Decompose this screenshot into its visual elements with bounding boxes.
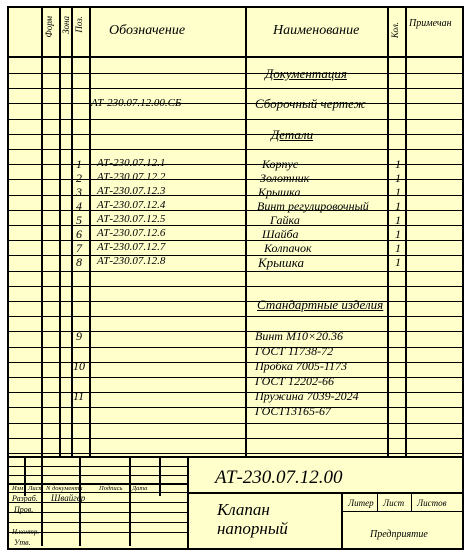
tb-developed: Разраб.	[12, 494, 38, 503]
tb-col	[341, 492, 343, 548]
header-note: Примечан	[409, 18, 452, 29]
part-pos: 5	[76, 213, 82, 227]
part-pos: 7	[76, 241, 82, 255]
header-pos: Поз.	[74, 16, 84, 33]
header-qty: Кол.	[390, 22, 400, 39]
section-parts: Детали	[271, 127, 314, 142]
part-designation: АТ-230.07.12.6	[97, 227, 166, 239]
row-line	[9, 377, 462, 378]
part-qty: 1	[395, 255, 401, 269]
tb-col	[159, 456, 161, 496]
title-block-border	[9, 456, 462, 458]
part-designation: АТ-230.07.12.2	[97, 171, 166, 183]
part-name: Корпус	[262, 157, 299, 171]
row-line	[9, 286, 462, 287]
tb-col	[41, 456, 43, 546]
row-line	[9, 438, 462, 439]
col-line	[89, 8, 91, 456]
header-border	[9, 56, 462, 58]
title-code: АТ-230.07.12.00	[215, 467, 343, 488]
part-pos: 1	[76, 157, 82, 171]
title-line2: напорный	[217, 519, 288, 538]
tb-col	[24, 456, 26, 496]
row-line	[9, 271, 462, 272]
row-line	[9, 407, 462, 408]
part-qty: 1	[395, 185, 401, 199]
standard-pos: 10	[73, 359, 85, 373]
part-qty: 1	[395, 171, 401, 185]
standard-line: Пружина 7039-2024	[255, 389, 359, 403]
part-name: Шайба	[262, 227, 299, 241]
doc-name: Сборочный чертеж	[255, 96, 366, 111]
row-line	[9, 423, 462, 424]
tb-sheet: Лист	[383, 498, 405, 508]
section-documentation: Документация	[265, 66, 347, 81]
tb-line	[187, 492, 462, 494]
standard-line: ГОСТ 12202-66	[255, 374, 335, 388]
tb-sheets: Листов	[417, 498, 447, 508]
row-line	[9, 149, 462, 150]
tb-developer: Швайгер	[51, 493, 86, 503]
row-line	[9, 88, 462, 89]
title-line1: Клапан	[217, 500, 270, 519]
row-line	[9, 301, 462, 302]
tb-norm-control: Н.контр.	[12, 528, 40, 536]
part-designation: АТ-230.07.12.4	[97, 199, 166, 211]
row-line	[9, 453, 462, 454]
tb-date: Дата	[132, 485, 148, 492]
tb-approved: Утв.	[14, 538, 31, 547]
tb-line	[341, 511, 462, 512]
col-line	[245, 8, 247, 456]
part-pos: 4	[76, 199, 82, 213]
row-line	[9, 347, 462, 348]
part-designation: АТ-230.07.12.8	[97, 255, 166, 267]
tb-col	[129, 456, 131, 546]
tb-litera: Литер	[348, 498, 374, 508]
part-designation: АТ-230.07.12.3	[97, 185, 166, 197]
tb-line	[9, 522, 187, 523]
part-qty: 1	[395, 157, 401, 171]
part-name: Колпачок	[264, 241, 312, 255]
part-designation: АТ-230.07.12.7	[97, 241, 166, 253]
tb-docno: N документа	[46, 485, 83, 492]
row-line	[9, 73, 462, 74]
header-name: Наименование	[273, 23, 360, 38]
tb-list: Лист	[28, 485, 44, 492]
part-qty: 1	[395, 213, 401, 227]
part-designation: АТ-230.07.12.1	[97, 157, 166, 169]
tb-sign: Подпись	[99, 485, 123, 492]
header-designation: Обозначение	[109, 23, 186, 38]
tb-enterprise: Предприятие	[370, 529, 428, 540]
tb-col	[377, 492, 378, 511]
part-qty: 1	[395, 227, 401, 241]
doc-designation: АТ-230.07.12.00.СБ	[91, 97, 182, 109]
standard-pos: 9	[76, 329, 82, 343]
row-line	[9, 316, 462, 317]
standard-line: ГОСТ 11738-72	[255, 344, 334, 358]
col-line	[59, 8, 61, 456]
part-name: Крышка	[258, 185, 301, 199]
part-name: Крышка	[258, 255, 305, 270]
part-qty: 1	[395, 241, 401, 255]
part-pos: 8	[76, 255, 82, 269]
part-name: Гайка	[270, 213, 300, 227]
row-line	[9, 103, 462, 104]
col-line	[387, 8, 389, 456]
part-pos: 6	[76, 227, 82, 241]
standard-line: Винт М10×20.36	[255, 329, 344, 343]
part-pos: 3	[76, 185, 82, 199]
standard-line: ГОСТ13165-67	[255, 404, 332, 418]
part-name: Винт регулировочный	[257, 199, 369, 213]
header-zone: Зона	[61, 16, 71, 34]
part-qty: 1	[395, 199, 401, 213]
specification-sheet	[7, 6, 464, 550]
tb-col	[187, 456, 189, 548]
standard-pos: 11	[73, 389, 85, 403]
tb-line	[9, 512, 187, 513]
part-pos: 2	[76, 171, 82, 185]
tb-col	[411, 492, 412, 511]
col-line	[405, 8, 407, 456]
tb-checked: Пров.	[14, 505, 34, 514]
section-standard: Стандартные изделия	[257, 297, 384, 312]
row-line	[9, 119, 462, 120]
part-name: Золотник	[260, 171, 310, 185]
part-designation: АТ-230.07.12.5	[97, 213, 166, 225]
tb-izm: Изм	[12, 485, 24, 492]
row-line	[9, 134, 462, 135]
col-line	[41, 8, 43, 456]
header-format: Форм	[44, 16, 54, 38]
standard-line: Пробка 7005-1173	[255, 359, 347, 373]
